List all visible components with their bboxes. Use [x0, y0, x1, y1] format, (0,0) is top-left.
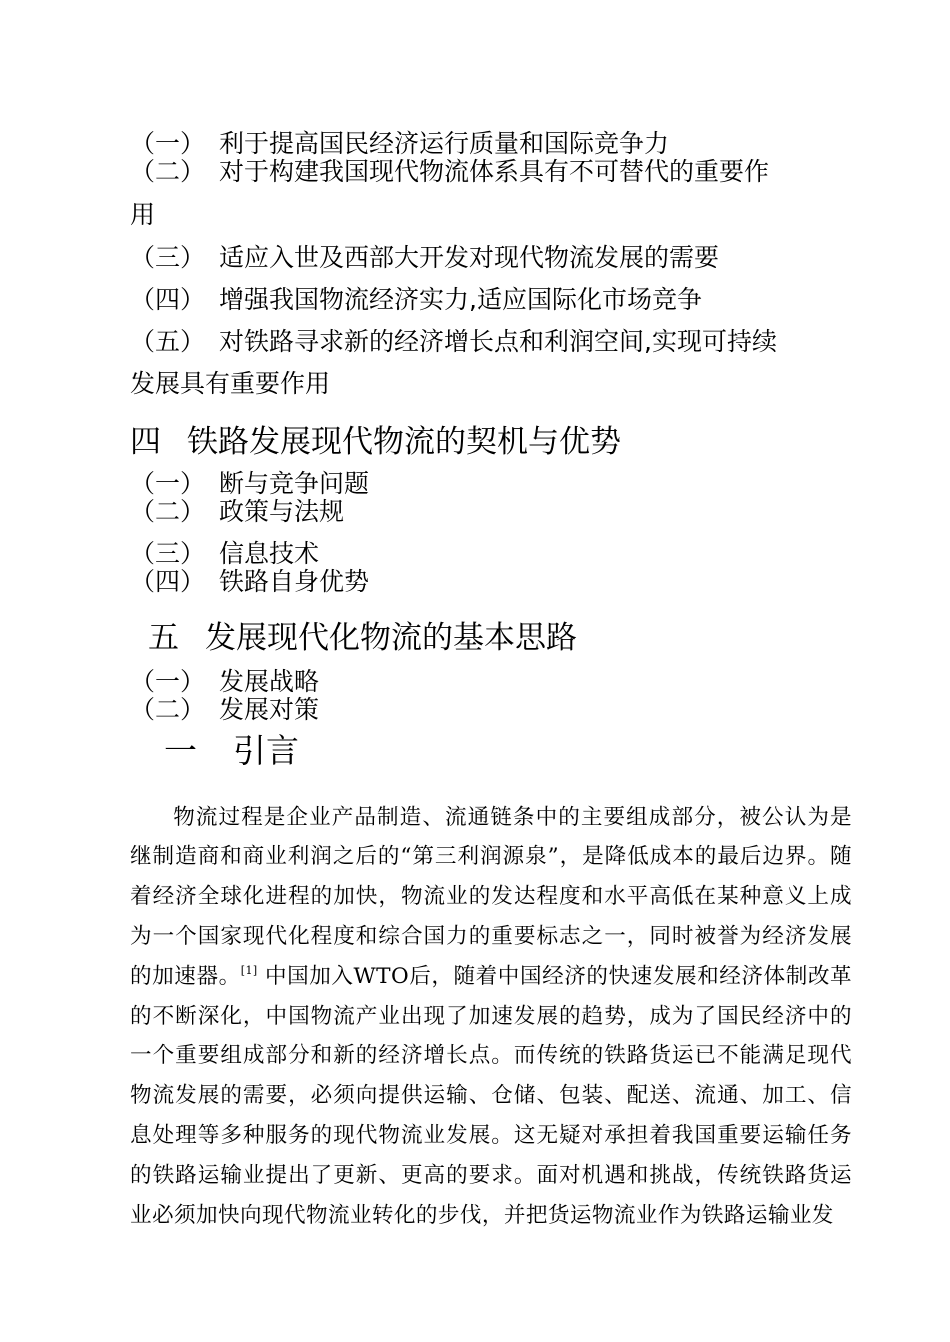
section-number: 四: [130, 424, 161, 460]
section-4-heading: [130, 423, 621, 461]
intro-paragraph: [130, 798, 852, 1236]
outline-item-4: [130, 284, 702, 316]
outline-item-2-continuation: 用: [130, 200, 156, 229]
outline-item-text: 适应入世及西部大开发对现代物流发展的需要: [219, 243, 720, 272]
outline-item-number: （二）: [130, 157, 206, 186]
outline-item-text: 发展战略: [219, 667, 320, 696]
outline-item-number: （一）: [130, 129, 206, 158]
outline-item-number: （三）: [130, 243, 206, 272]
section-number: 五: [148, 620, 179, 656]
section-5-item-2: [130, 694, 319, 726]
section-number: 一: [164, 731, 197, 770]
outline-item-text: 利于提高国民经济运行质量和国际竞争力: [219, 129, 670, 158]
outline-item-5: [130, 326, 777, 358]
outline-item-number: （四）: [130, 567, 206, 596]
section-title: 铁路发展现代物流的契机与优势: [187, 424, 621, 460]
paragraph-text-part-1: 物流过程是企业产品制造、流通链条中的主要组成部分，被公认为是继制造商和商业利润之后的“第三利润源泉”，是降低成本的最后边界。随着经济全球化进程的加快，物流业的发达程度和水平高低在某种意义上成为一个国家现代化程度和综合国力的重要标志之一，同时被誉为经济发展的加速器。: [130, 804, 852, 989]
outline-item-number: （二）: [130, 497, 206, 526]
section-title: 引言: [233, 731, 299, 770]
outline-item-text: 信息技术: [219, 539, 320, 568]
outline-item-3: [130, 242, 719, 274]
section-title: 发展现代化物流的基本思路: [205, 620, 577, 656]
outline-item-number: （一）: [130, 667, 206, 696]
outline-item-text: 对铁路寻求新的经济增长点和利润空间,实现可持续: [219, 327, 777, 356]
outline-item-number: （二）: [130, 695, 206, 724]
outline-item-number: （四）: [130, 285, 206, 314]
section-5-heading: [148, 619, 577, 657]
outline-item-text: 政策与法规: [219, 497, 345, 526]
intro-heading: [164, 731, 299, 771]
section-4-item-4: [130, 566, 369, 598]
outline-item-number: （一）: [130, 469, 206, 498]
outline-item-number: （三）: [130, 539, 206, 568]
section-4-item-2: [130, 496, 344, 528]
paragraph-text-part-2: 中国加入WTO后，随着中国经济的快速发展和经济体制改革的不断深化，中国物流产业出现了加速发展的趋势，成为了国民经济中的一个重要组成部分和新的经济增长点。而传统的铁路货运已不能满足现代物流发展的需要，必须向提供运输、仓储、包装、配送、流通、加工、信息处理等多种服务的现代物流业发展。这无疑对承担着我国重要运输任务的铁路运输业提出了更新、更高的要求。面对机遇和挑战，传统铁路货运业必须加快向现代物流业转化的步伐，并把货运物流业作为铁路运输业发: [130, 963, 852, 1228]
outline-item-number: （五）: [130, 327, 206, 356]
outline-item-text: 对于构建我国现代物流体系具有不可替代的重要作: [219, 157, 770, 186]
citation-marker: [1]: [240, 963, 258, 977]
outline-item-text: 断与竞争问题: [219, 469, 370, 498]
outline-item-text: 增强我国物流经济实力,适应国际化市场竞争: [219, 285, 702, 314]
outline-item-2: [130, 156, 769, 188]
outline-item-text: 铁路自身优势: [219, 567, 370, 596]
outline-item-5-continuation: 发展具有重要作用: [130, 369, 331, 398]
outline-item-text: 发展对策: [219, 695, 320, 724]
